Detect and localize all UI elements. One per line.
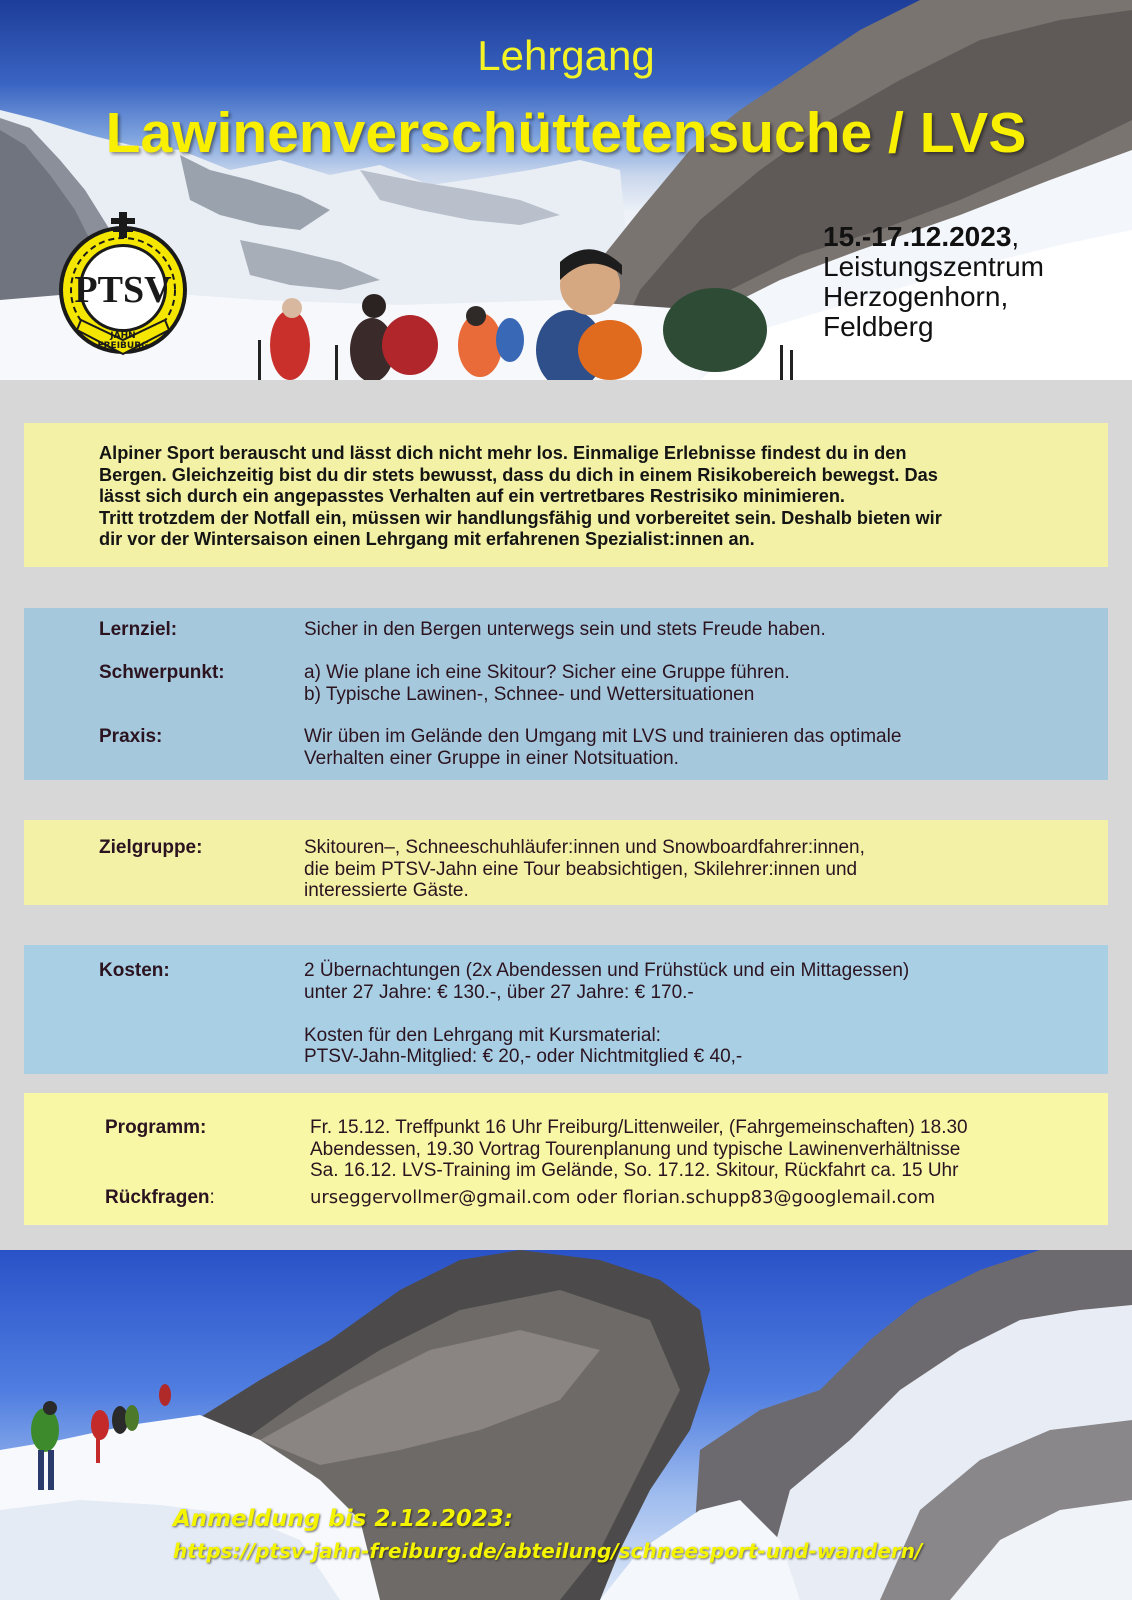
event-date: 15.-17.12.2023 [823,221,1012,252]
target-group-box [24,820,1108,905]
main-title: Lawinenverschüttetensuche / LVS [105,101,1027,165]
intro-line: dir vor der Wintersaison einen Lehrgang mit erfahrenen Spezialist:innen an. [99,529,755,549]
ptsv-jahn-freiburg-logo [55,212,192,360]
praxis-label: Praxis: [99,726,163,747]
rueckfragen-label: Rückfragen: [105,1187,215,1208]
schwerpunkt-label: Schwerpunkt: [99,662,225,683]
kosten-label: Kosten: [99,960,170,981]
logo-letters: PTSV [74,269,172,311]
costs-box [24,945,1108,1074]
svg-text:JAHN: JAHN [110,331,136,341]
zielgruppe-value: Skitouren–, Schneeschuhläufer:innen und Snowboardfahrer:innen, die beim PTSV-Jahn eine Tour beabsichtigen, Skilehrer:innen und interessierte Gäste. [304,837,865,901]
intro-line: Bergen. Gleichzeitig bist du dir stets bewusst, dass du dich in einem Risikobereich bewegst. Das [99,464,938,485]
intro-line: Alpiner Sport berauscht und lässt dich nicht mehr los. Einmalige Erlebnisse findest du in den [99,443,907,463]
zielgruppe-label: Zielgruppe: [99,837,203,858]
intro-box [24,423,1108,567]
goals-box [24,608,1108,780]
lernziel-label: Lernziel: [99,619,178,640]
registration-url-link[interactable]: https://ptsv-jahn-freiburg.de/abteilung/schneesport-und-wandern/ [173,1539,923,1563]
registration-note [173,1504,922,1568]
programm-label: Programm: [105,1117,207,1138]
svg-text:FREIBURG: FREIBURG [97,341,149,351]
event-location-line: Leistungszentrum [823,251,1045,282]
registration-deadline: Anmeldung bis 2.12.2023: [173,1506,514,1532]
program-box [24,1093,1108,1225]
kosten-value: 2 Übernachtungen (2x Abendessen und Frühstück und ein Mittagessen) unter 27 Jahre: € 130.-, über 27 Jahre: € 170.- Kosten für den Lehrgang mit Kursmaterial: PTSV-Jahn-Mitglied: € 20,- oder Nichtmitglied € 40,- [304,960,910,1067]
lernziel-value: Sicher in den Bergen unterwegs sein und stets Freude haben. [304,619,826,640]
contact-emails[interactable]: urseggervollmer@gmail.com oder florian.schupp83@googlemail.com [310,1187,936,1208]
event-location-line: Herzogenhorn, [823,281,1009,312]
praxis-value: Wir üben im Gelände den Umgang mit LVS und trainieren das optimale Verhalten einer Gruppe in einer Notsituation. [304,726,902,769]
programm-value: Fr. 15.12. Treffpunkt 16 Uhr Freiburg/Littenweiler, (Fahrgemeinschaften) 18.30 Abendessen, 19.30 Vortrag Tourenplanung und typische Lawinenverhältnisse Sa. 16.12. LVS-Training im Gelände, So. 17.12. Skitour, Rückfahrt ca. 15 Uhr [310,1117,968,1181]
event-date-location: 15.-17.12.2023, Leistungszentrum Herzogenhorn, Feldberg [823,221,1045,342]
intro-line: Tritt trotzdem der Notfall ein, müssen wir handlungsfähig und vorbereitet sein. Deshalb bieten wir [99,507,942,528]
event-location-line: Feldberg [823,311,934,342]
subtitle: Lehrgang [477,32,655,79]
schwerpunkt-value: a) Wie plane ich eine Skitour? Sicher eine Gruppe führen. b) Typische Lawinen-, Schnee- und Wettersituationen [304,662,790,705]
intro-line: lässt sich durch ein angepasstes Verhalten auf ein vertretbares Restrisiko minimieren. [99,486,845,506]
header-banner [0,0,1132,380]
